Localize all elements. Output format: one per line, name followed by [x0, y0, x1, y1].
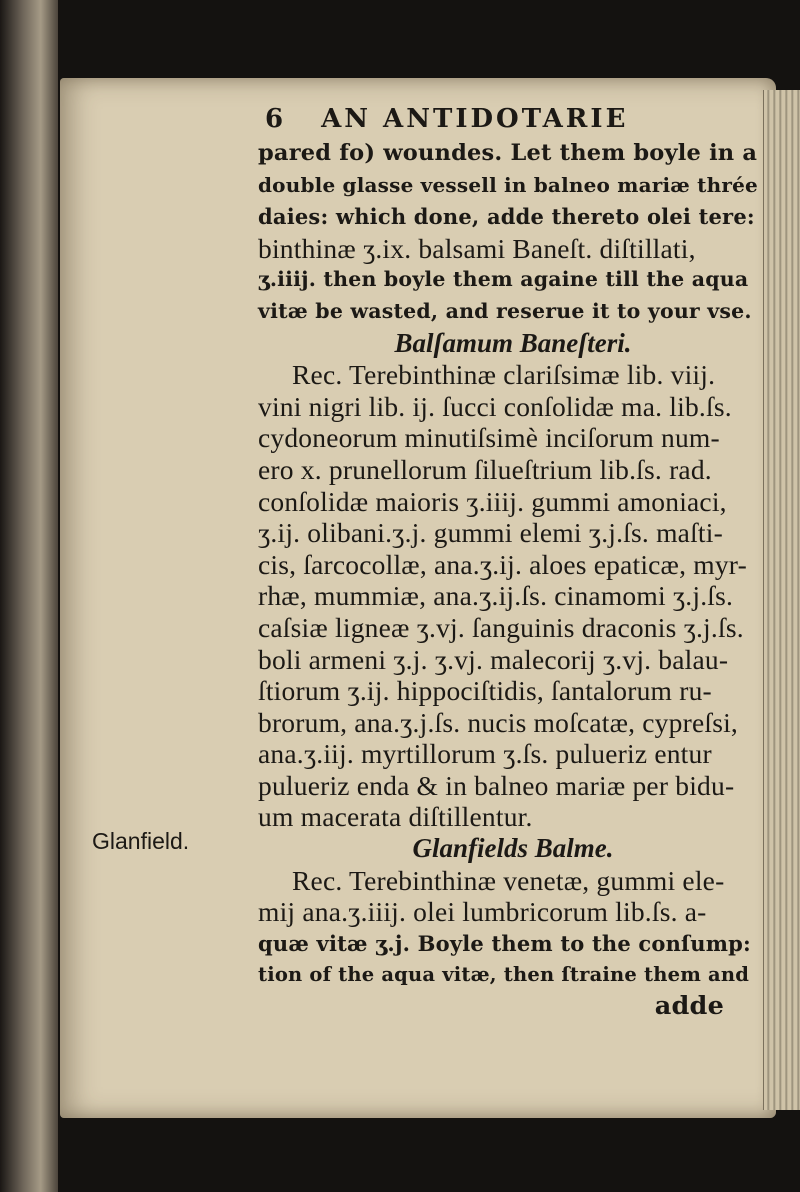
text-line: pulueriz enda & in balneo mariæ per bidu-: [258, 769, 735, 801]
text-line: mij ana.ʒ.iiij. olei lumbricorum lib.ſs. a-: [258, 896, 707, 928]
book-gutter-left: [0, 0, 58, 1192]
text-line: pared fo) woundes. Let them boyle in a: [258, 140, 758, 166]
body-text: [258, 138, 758, 1023]
text-line: ana.ʒ.iij. myrtillorum ʒ.ſs. pulueriz entur: [258, 738, 712, 770]
running-header: [265, 104, 725, 134]
catchword: adde: [654, 991, 724, 1022]
text-line: double glasse vessell in balneo mariæ thrée: [258, 172, 758, 197]
text-line: um macerata diſtillentur.: [258, 801, 533, 833]
text-line: Rec. Terebinthinæ venetæ, gummi ele-: [292, 864, 725, 896]
text-line: cydoneorum minutiſsimè inciſorum num-: [258, 422, 720, 454]
text-line: brorum, ana.ʒ.j.ſs. nucis moſcatæ, cypreſsi,: [258, 706, 739, 738]
text-line: vitæ be wasted, and reserue it to your vse.: [258, 298, 752, 323]
text-line: ʒ.iiij. then boyle them againe till the aqua: [258, 267, 749, 292]
text-line: caſsiæ ligneæ ʒ.vj. ſanguinis draconis ʒ.j.ſs.: [258, 611, 744, 643]
text-line: ero x. prunellorum ſilueſtrium lib.ſs. rad.: [258, 453, 712, 485]
text-line: daies: which done, adde thereto olei tere:: [258, 204, 755, 230]
text-line: boli armeni ʒ.j. ʒ.vj. malecorij ʒ.vj. balau-: [258, 643, 729, 675]
text-line: tion of the aqua vitæ, then ſtraine them and: [258, 963, 750, 987]
section-heading: Balſamum Baneſteri.: [394, 327, 632, 358]
text-line: ʒ.ij. olibani.ʒ.j. gummi elemi ʒ.j.ſs. maſti-: [258, 517, 723, 549]
page-number: 6: [265, 104, 287, 134]
page-edges-right: [763, 90, 800, 1110]
text-line: rhæ, mummiæ, ana.ʒ.ij.ſs. cinamomi ʒ.j.ſs.: [258, 580, 734, 612]
text-line: binthinæ ʒ.ix. balsami Baneſt. diſtillati,: [258, 232, 696, 264]
text-line: vini nigri lib. ij. ſucci conſolidæ ma. lib.ſs.: [258, 390, 732, 422]
margin-note: Glanfield.: [92, 828, 190, 854]
text-line: quæ vitæ ʒ.j. Boyle them to the conſump:: [258, 930, 752, 956]
text-line: ſtiorum ʒ.ij. hippociſtidis, ſantalorum ru-: [258, 675, 712, 707]
text-line: conſolidæ maioris ʒ.iiij. gummi amoniaci,: [258, 485, 727, 517]
text-line: Rec. Terebinthinæ clariſsimæ lib. viij.: [292, 359, 716, 391]
section-heading: Glanfields Balme.: [412, 833, 614, 864]
running-title: AN ANTIDOTARIE: [321, 104, 629, 134]
text-line: cis, ſarcocollæ, ana.ʒ.ij. aloes epaticæ, myr-: [258, 548, 747, 580]
